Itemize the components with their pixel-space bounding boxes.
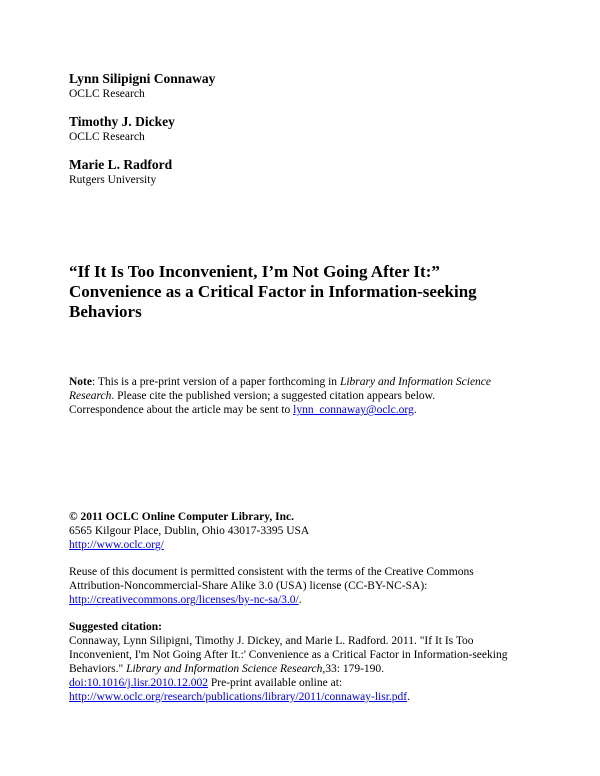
journal-name: Library and Information Science Research (69, 376, 492, 402)
title-line: Behaviors (69, 302, 142, 321)
citation-block: Suggested citation: Connaway, Lynn Silipigni, Timothy J. Dickey, and Marie L. Radford. 2011. "If It Is Too Inconvenient, I'm Not Going After It.:' Convenience as a Critical Factor in Information-seeking Behaviors." Library and Information Science Research,33: 179-190. doi:10.1016/j.lisr.2010.12.002 Pre-print available online at: http://www.oclc.org/research/publications/library/2011/connaway-lisr.pdf. (69, 620, 579, 704)
citation-text: Behaviors." (69, 663, 127, 675)
license-link[interactable]: http://creativecommons.org/licenses/by-nc-sa/3.0/ (69, 594, 299, 606)
citation-text: Connaway, Lynn Silipigni, Timothy J. Dickey, and Marie L. Radford. 2011. "If It Is Too (69, 635, 474, 647)
title-line: Convenience as a Critical Factor in Information-seeking (69, 282, 477, 301)
author-name: Lynn Silipigni Connaway (69, 71, 216, 86)
reuse-text: Attribution-Noncommercial-Share Alike 3.0 (USA) license (CC-BY-NC-SA): (69, 580, 428, 592)
preprint-link[interactable]: http://www.oclc.org/research/publications/library/2011/connaway-lisr.pdf (69, 691, 408, 703)
author-name: Timothy J. Dickey (69, 114, 175, 129)
email-link[interactable]: lynn_connaway@oclc.org (293, 404, 414, 416)
paper-title (69, 262, 569, 322)
author-name: Marie L. Radford (69, 157, 173, 172)
author-affiliation: Rutgers University (69, 174, 157, 186)
copyright-heading: © 2011 OCLC Online Computer Library, Inc. (69, 511, 294, 523)
copyright-block (69, 510, 549, 552)
author-affiliation: OCLC Research (69, 131, 145, 143)
note-label: Note (69, 376, 92, 388)
journal-name: Library and Information Science Research, (126, 663, 326, 675)
author-block-3 (69, 157, 549, 187)
author-block-1 (69, 71, 549, 101)
reuse-text: Reuse of this document is permitted consistent with the terms of the Creative Commons (69, 566, 474, 578)
note-text: Correspondence about the article may be sent to (69, 404, 294, 416)
oclc-link[interactable]: http://www.oclc.org/ (69, 539, 164, 551)
note-text: . Please cite the published version; a suggested citation appears below. (111, 390, 436, 402)
citation-text: Inconvenient, I'm Not Going After It.:' Convenience as a Critical Factor in Information-seeking (69, 649, 508, 661)
citation-text: 33: 179-190. (325, 663, 385, 675)
note-text: : This is a pre-print version of a paper forthcoming in (92, 376, 340, 388)
title-line: “If It Is Too Inconvenient, I’m Not Going After It:” (69, 262, 440, 281)
citation-text: Pre-print available online at: (207, 677, 343, 689)
reuse-block: Reuse of this document is permitted consistent with the terms of the Creative Commons Attribution-Noncommercial-Share Alike 3.0 (USA) license (CC-BY-NC-SA): http://creativecommons.org/licenses/by-nc-sa/3.0/. (69, 565, 569, 607)
copyright-address: 6565 Kilgour Place, Dublin, Ohio 43017-3395 USA (69, 525, 310, 537)
preprint-note: Note: This is a pre-print version of a paper forthcoming in Library and Information Science Research. Please cite the published version; a suggested citation appears below. Correspondence about the article may be sent to lynn_connaway@oclc.org. (69, 376, 492, 416)
author-block-2 (69, 114, 549, 144)
author-affiliation: OCLC Research (69, 88, 145, 100)
doi-link[interactable]: doi:10.1016/j.lisr.2010.12.002 (69, 677, 208, 689)
citation-heading: Suggested citation: (69, 621, 162, 633)
